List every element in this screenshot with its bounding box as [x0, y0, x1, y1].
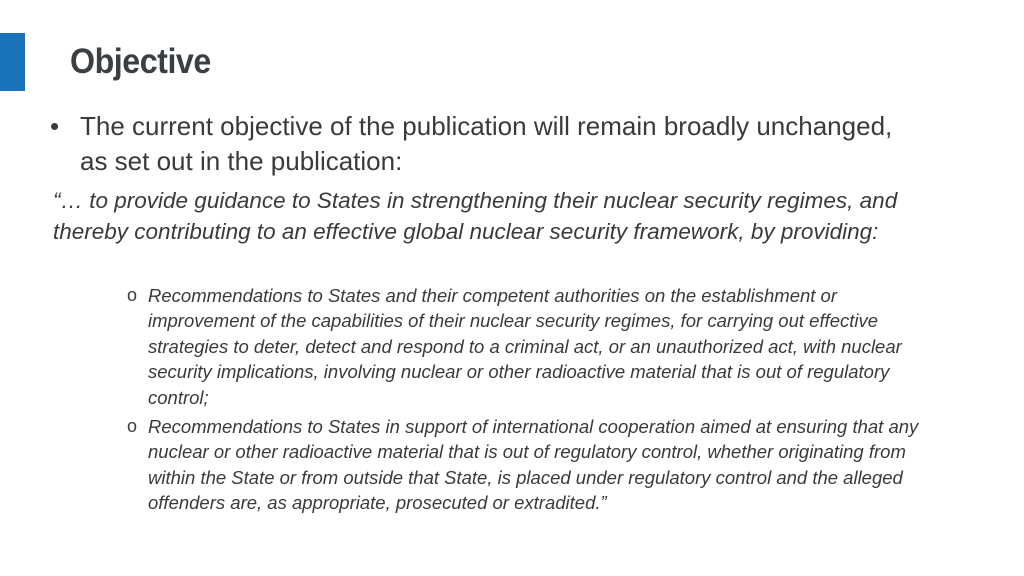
quote-text: “… to provide guidance to States in strengthening their nuclear security regimes, and thereby contributing to an effective global nuclear security framework, by providing:	[53, 188, 898, 244]
title-accent-bar	[0, 33, 25, 91]
sub-bullet-text: Recommendations to States and their competent authorities on the establishment or improvement of the capabilities of their nuclear security regimes, for carrying out effective strategies to deter, detect and respond to a criminal act, or an unauthorized act, with nuclear security implications, involving nuclear or other radioactive material that is out of regulatory control;	[148, 285, 902, 408]
sub-bullet-list	[127, 283, 947, 520]
sub-bullet-item	[127, 414, 947, 516]
sub-bullet-marker: o	[127, 416, 138, 437]
sub-bullet-marker: o	[127, 285, 138, 305]
bullet-marker: •	[50, 111, 60, 141]
sub-bullet-item	[127, 283, 947, 410]
slide-title: Objective	[70, 42, 211, 81]
main-bullet	[50, 109, 950, 179]
bullet-text: The current objective of the publication will remain broadly unchanged, as set out in the publication:	[80, 111, 893, 176]
sub-bullet-text: Recommendations to States in support of international cooperation aimed at ensuring that any nuclear or other radioactive material that is out of regulatory control, whether originating from within the State or from outside that State, is placed under regulatory control and the alleged offenders are, as appropriate, prosecuted or extradited.”	[148, 416, 919, 514]
